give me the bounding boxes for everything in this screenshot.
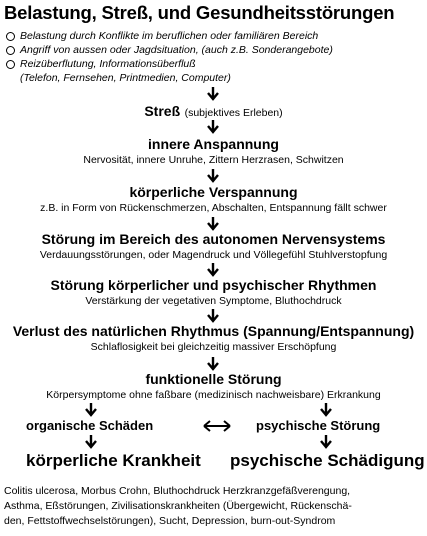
footer-line: Colitis ulcerosa, Morbus Crohn, Bluthochdruck Herzkranzgefäßverengung, bbox=[4, 485, 351, 497]
step-desc: Verstärkung der vegetativen Symptome, Bluthochdruck bbox=[85, 295, 342, 307]
arrow-down-icon bbox=[206, 217, 220, 231]
arrow-down-icon bbox=[206, 87, 220, 101]
cause-item bbox=[6, 44, 333, 56]
bullet-icon bbox=[6, 32, 15, 41]
double-arrow-icon bbox=[202, 419, 232, 433]
arrow-down-icon bbox=[206, 357, 220, 371]
cause-text: Belastung durch Konflikte im beruflichen oder familiären Bereich bbox=[20, 30, 319, 42]
arrow-down-icon bbox=[319, 403, 333, 417]
arrow-down-icon bbox=[206, 169, 220, 183]
step-desc: Schlaflosigkeit bei gleichzeitig massiver Erschöpfung bbox=[90, 341, 337, 353]
step-title: Verlust des natürlichen Rhythmus (Spannung/Entspannung) bbox=[12, 323, 415, 339]
cause-text: Reizüberflutung, Informationsüberfluß bbox=[20, 58, 196, 70]
bullet-icon bbox=[6, 60, 15, 69]
arrow-down-icon bbox=[206, 263, 220, 277]
cause-text: Angriff von aussen oder Jagdsituation, (auch z.B. Sonderangebote) bbox=[20, 44, 333, 56]
branch-left-outcome: körperliche Krankheit bbox=[26, 451, 201, 470]
step-title: funktionelle Störung bbox=[145, 371, 282, 387]
step-desc: Verdauungsstörungen, oder Magendruck und Völlegefühl Stuhlverstopfung bbox=[39, 249, 388, 261]
diagram-title: Belastung, Streß, und Gesundheitsstörungen bbox=[4, 2, 395, 23]
cause-item bbox=[6, 30, 318, 42]
arrow-down-icon bbox=[84, 403, 98, 417]
stress-node bbox=[0, 103, 427, 121]
stress-note: (subjektives Erleben) bbox=[184, 107, 283, 119]
step-title: innere Anspannung bbox=[148, 136, 279, 152]
branch-left-title: organische Schäden bbox=[26, 418, 154, 433]
step-title: körperliche Verspannung bbox=[129, 184, 298, 200]
footer-line: den, Fettstoffwechselstörungen), Sucht, Depression, burn-out-Syndrom bbox=[4, 515, 336, 527]
branch-right-outcome: psychische Schädigung bbox=[230, 451, 425, 470]
arrow-down-icon bbox=[206, 309, 220, 323]
footer-line: Asthma, Eßstörungen, Zivilisationskrankheiten (Übergewicht, Rückenschä- bbox=[4, 500, 352, 512]
arrow-down-icon bbox=[319, 435, 333, 449]
step-desc: Nervosität, innere Unruhe, Zittern Herzrasen, Schwitzen bbox=[83, 154, 344, 166]
cause-continuation: (Telefon, Fernsehen, Printmedien, Computer) bbox=[20, 72, 231, 84]
bullet-icon bbox=[6, 46, 15, 55]
step-desc: Körpersymptome ohne faßbare (medizinisch nachweisbare) Erkrankung bbox=[46, 389, 381, 401]
step-title: Störung körperlicher und psychischer Rhythmen bbox=[50, 277, 377, 293]
arrow-down-icon bbox=[206, 120, 220, 134]
cause-item bbox=[6, 58, 196, 70]
stress-title: Streß bbox=[144, 103, 181, 119]
arrow-down-icon bbox=[84, 435, 98, 449]
step-desc: z.B. in Form von Rückenschmerzen, Abschalten, Entspannung fällt schwer bbox=[40, 202, 387, 214]
step-title: Störung im Bereich des autonomen Nervensystems bbox=[41, 231, 386, 247]
branch-right-title: psychische Störung bbox=[256, 418, 381, 433]
